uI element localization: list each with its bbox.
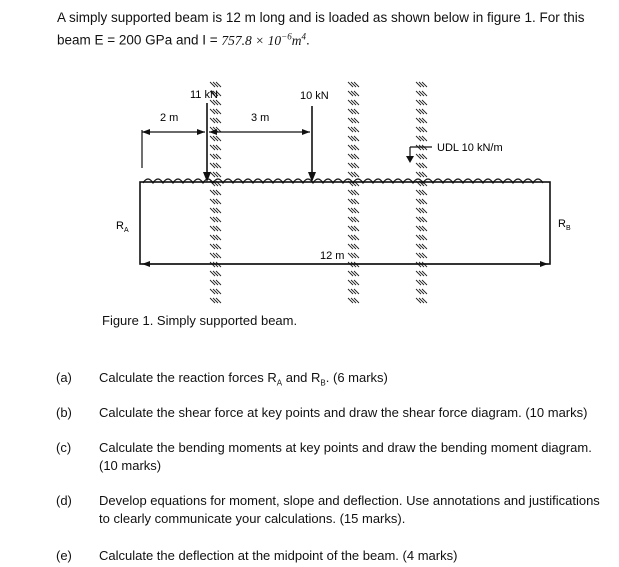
span-label: 12 m — [320, 250, 345, 262]
beam — [140, 182, 550, 264]
udl-wave — [143, 179, 543, 183]
question-text: Calculate the shear force at key points and draw the shear force diagram. (10 marks) — [99, 405, 588, 420]
question-label: (d) — [56, 493, 72, 508]
figure-caption: Figure 1. Simply supported beam. — [102, 313, 298, 328]
dim-1-arrow-right — [197, 129, 205, 135]
question-label: (b) — [56, 405, 72, 420]
point-load-1-label: 11 kN — [190, 89, 218, 101]
intro-line-1: A simply supported beam is 12 m long and is loaded as shown below in figure 1. For this — [57, 10, 585, 25]
span-arrow-right — [540, 261, 548, 267]
udl-pointer-arrowhead — [406, 156, 414, 163]
question-text: Calculate the bending moments at key points and draw the bending moment diagram. (10 marks) — [99, 440, 592, 473]
udl-label: UDL 10 kN/m — [437, 142, 503, 154]
reaction-a-label: $R_A$ — [116, 220, 129, 234]
hatch-marks — [210, 82, 427, 303]
question-label: (c) — [56, 440, 72, 455]
reaction-b-label: $R_B$ — [558, 218, 571, 232]
span-arrow-left — [142, 261, 150, 267]
dim-1-label: 2 m — [160, 112, 179, 124]
question-label: (a) — [56, 370, 72, 385]
point-load-2-label: 10 kN — [300, 90, 329, 102]
question-text: Calculate the deflection at the midpoint of the beam. (4 marks) — [99, 548, 458, 563]
dim-2-label: 3 m — [251, 112, 270, 124]
dim-1-arrow-left — [142, 129, 150, 135]
question-label: (e) — [56, 548, 72, 563]
question-text: Calculate the reaction forces $R_A$ and $R_B$. (6 marks) — [99, 370, 388, 388]
moment-of-inertia-value: $757.8 \times 10^{-6}m^4$ — [221, 31, 306, 48]
question-text: Develop equations for moment, slope and deflection. Use annotations and justifications to clearly communicate your calculations. (15 marks). — [99, 493, 600, 526]
intro-line-2: beam E = 200 GPa and $I = 757.8 \times 10^{-6}m^4$. — [57, 31, 310, 48]
intro-line-2-prefix: beam E = 200 GPa and I = — [57, 32, 222, 48]
dim-2-arrow-right — [302, 129, 310, 135]
